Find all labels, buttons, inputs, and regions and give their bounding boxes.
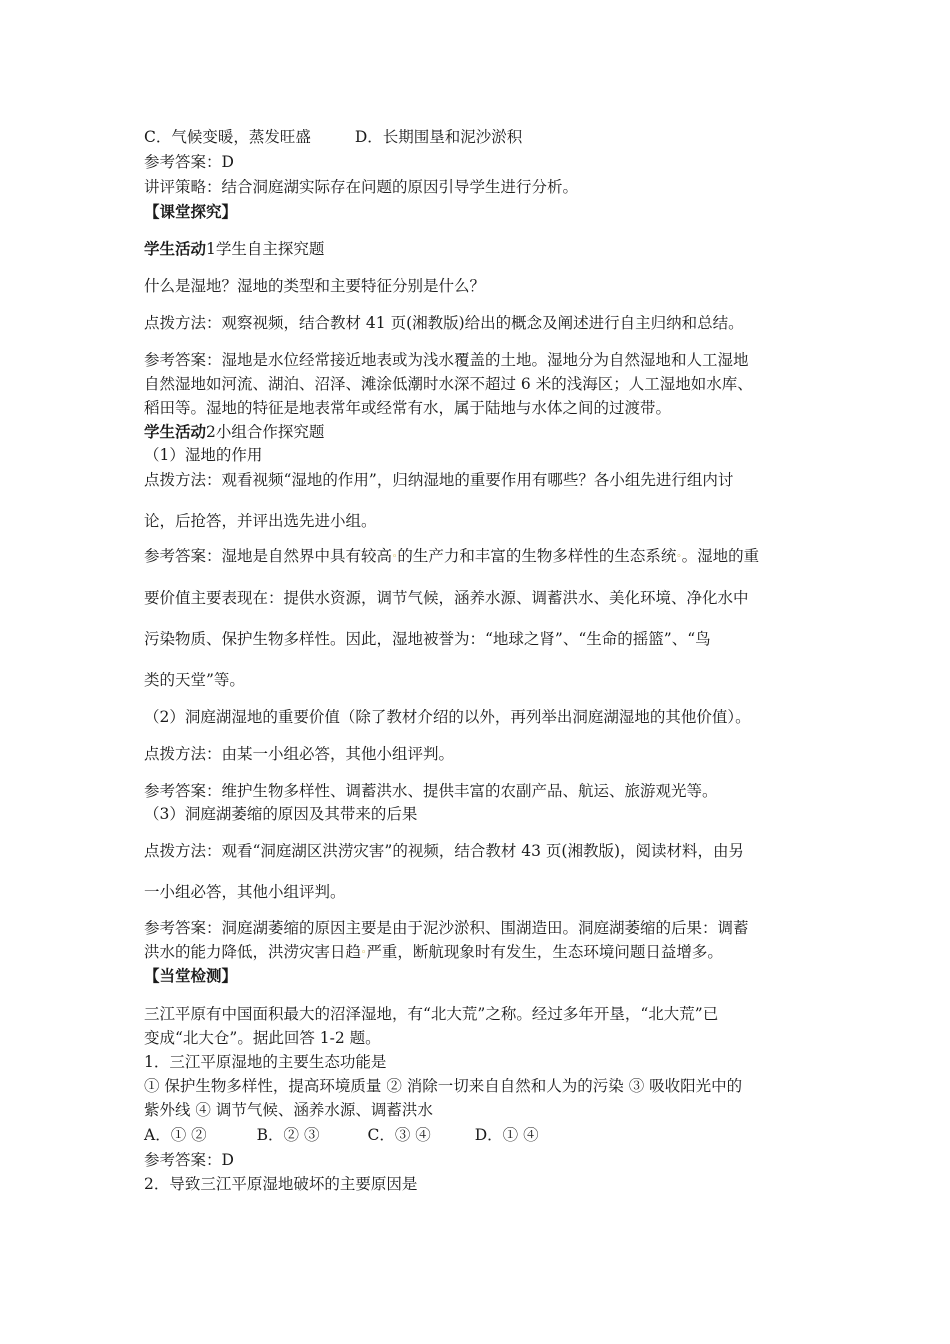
revision-mark: ◦ [361, 948, 367, 958]
strategy-line: 讲评策略：结合洞庭湖实际存在问题的原因引导学生进行分析。 [144, 178, 579, 196]
subquestion-2: （2）洞庭湖湿地的重要价值（除了教材介绍的以外，再列举出洞庭湖湿地的其他价值）。 [144, 708, 751, 726]
activity-2-number: 2 [206, 423, 216, 441]
subquestion-2-method: 点拨方法：由某一小组必答，其他小组评判。 [144, 745, 455, 763]
section-heading-check: 【当堂检测】 [144, 966, 238, 985]
activity-2-title [144, 422, 824, 442]
option-d: D．长期围垦和泥沙淤积 [354, 128, 523, 146]
check-intro-line: 三江平原有中国面积最大的沼泽湿地，有“北大荒”之称。经过多年开垦，“北大荒”已 [144, 1005, 719, 1023]
question-2-stem: 2．导致三江平原湿地破坏的主要原因是 [144, 1175, 418, 1193]
subquestion-1-answer-line: 污染物质、保护生物多样性。因此，湿地被誉为：“地球之肾”、“生命的摇篮”、“鸟 [144, 630, 711, 648]
activity-1-label: 学生活动 [144, 239, 207, 258]
subquestion-3-answer-line: 洪水的能力降低，洪涝灾害日趋◦严重，断航现象时有发生，生态环境问题日益增多。 [144, 943, 723, 961]
question-1-answer: 参考答案：D [144, 1151, 234, 1169]
subquestion-3: （3）洞庭湖萎缩的原因及其带来的后果 [144, 805, 418, 823]
section-heading-explore: 【课堂探究】 [144, 202, 238, 221]
activity-1-name: 学生自主探究题 [215, 240, 325, 258]
question-1-options-line: 紫外线 ④ 调节气候、涵养水源、调蓄洪水 [144, 1101, 433, 1119]
activity-1-answer-line: 稻田等。湿地的特征是地表常年或经常有水，属于陆地与水体之间的过渡带。 [144, 399, 672, 417]
question-1-choices [144, 1125, 824, 1145]
activity-1-answer-line: 自然湿地如河流、湖泊、沼泽、滩涂低潮时水深不超过 6 米的浅海区；人工湿地如水库、 [144, 375, 753, 393]
subquestion-1-method-line: 论，后抢答，并评出选先进小组。 [144, 512, 377, 530]
activity-1-number: 1 [206, 240, 216, 258]
activity-1-method: 点拨方法：观察视频，结合教材 41 页(湘教版)给出的概念及阐述进行自主归纳和总结。 [144, 314, 744, 332]
subquestion-1-answer-line: 要价值主要表现在：提供水资源，调节气候，涵养水源、调蓄洪水、美化环境、净化水中 [144, 589, 749, 607]
subquestion-1-answer-line: 参考答案：湿地是自然界中具有较高◦的生产力和丰富的生物多样性的生态系统◦。湿地的重 [144, 547, 760, 565]
subquestion-3-answer-line: 参考答案：洞庭湖萎缩的原因主要是由于泥沙淤积、围湖造田。洞庭湖萎缩的后果：调蓄 [144, 919, 749, 937]
question-1-options-line: ① 保护生物多样性，提高环境质量 ② 消除一切来自自然和人为的污染 ③ 吸收阳光中的 [144, 1077, 743, 1095]
choice-b: B．② ③ [256, 1126, 320, 1144]
activity-1-question: 什么是湿地？湿地的类型和主要特征分别是什么？ [144, 277, 486, 295]
activity-2-name: 小组合作探究题 [215, 423, 325, 441]
subquestion-2-answer: 参考答案：维护生物多样性、调蓄洪水、提供丰富的农副产品、航运、旅游观光等。 [144, 782, 718, 800]
subquestion-1-answer-line: 类的天堂”等。 [144, 671, 245, 689]
activity-1-title [144, 239, 824, 259]
subquestion-1-method-line: 点拨方法：观看视频“湿地的作用”，归纳湿地的重要作用有哪些？各小组先进行组内讨 [144, 471, 734, 489]
check-intro-line: 变成“北大仓”。据此回答 1-2 题。 [144, 1029, 381, 1047]
subquestion-3-method-line: 一小组必答，其他小组评判。 [144, 883, 346, 901]
choice-d: D．① ④ [474, 1126, 539, 1144]
subquestion-3-method-line: 点拨方法：观看“洞庭湖区洪涝灾害”的视频，结合教材 43 页(湘教版)，阅读材料，由另 [144, 842, 745, 860]
question-1-stem: 1．三江平原湿地的主要生态功能是 [144, 1053, 387, 1071]
choice-c: C．③ ④ [367, 1126, 431, 1144]
choice-a: A．① ② [144, 1126, 207, 1144]
activity-2-label: 学生活动 [144, 422, 207, 441]
activity-1-answer-line: 参考答案：湿地是水位经常接近地表或为浅水覆盖的土地。湿地分为自然湿地和人工湿地 [144, 351, 749, 369]
revision-mark: ◦ [676, 552, 682, 562]
answer-line: 参考答案：D [144, 153, 234, 171]
option-c: C．气候变暖，蒸发旺盛 [144, 128, 311, 146]
options-cd [144, 127, 824, 147]
revision-mark: ◦ [392, 552, 398, 562]
subquestion-1: （1）湿地的作用 [144, 446, 263, 464]
